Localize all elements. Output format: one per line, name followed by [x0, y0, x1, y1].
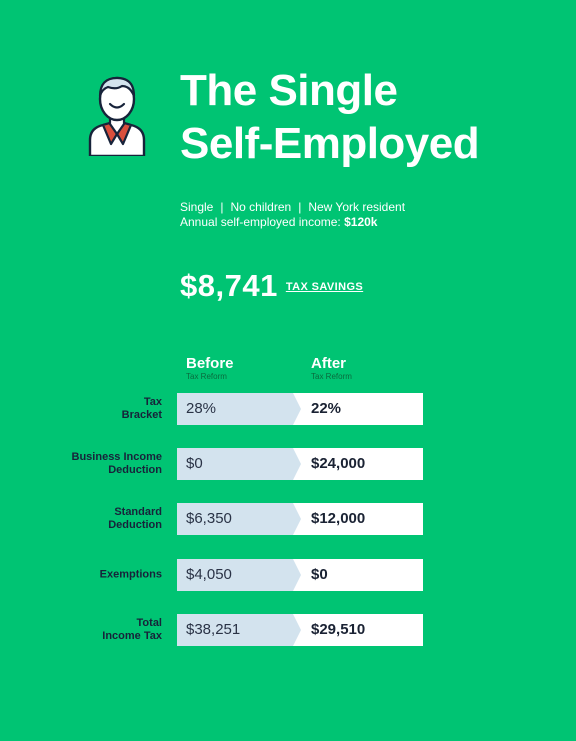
- row-label-line: Standard: [114, 506, 162, 518]
- savings-label: TAX SAVINGS: [285, 281, 364, 293]
- title-line-2: Self-Employed: [180, 119, 480, 168]
- profile-details: [180, 200, 405, 230]
- after-value: $29,510: [311, 621, 366, 638]
- tax-savings: [180, 268, 363, 304]
- row-label: [22, 396, 162, 422]
- income-label: Annual self-employed income:: [180, 215, 341, 229]
- row-label-line: Total: [136, 617, 162, 629]
- income-value: $120k: [344, 215, 378, 229]
- separator: |: [298, 200, 302, 214]
- after-value: $0: [311, 566, 328, 583]
- before-value: $6,350: [186, 510, 232, 527]
- table-row: [0, 393, 576, 425]
- after-value: 22%: [311, 400, 342, 417]
- before-value: 28%: [186, 400, 217, 417]
- row-label-line: Business Income: [71, 451, 162, 463]
- table-row: [0, 448, 576, 480]
- table-row: [0, 614, 576, 646]
- row-label-line: Deduction: [108, 464, 162, 476]
- row-label-line: Deduction: [108, 519, 162, 531]
- before-column-header: [186, 355, 234, 381]
- separator: |: [220, 200, 224, 214]
- residence: New York resident: [308, 200, 406, 214]
- page-title: [180, 64, 479, 170]
- table-row: [0, 503, 576, 535]
- income-line: [180, 215, 405, 230]
- before-value: $38,251: [186, 621, 241, 638]
- before-heading: Before: [186, 355, 234, 372]
- after-column-header: [311, 355, 352, 381]
- row-label-line: Bracket: [121, 409, 162, 421]
- row-label-line: Tax: [143, 396, 162, 408]
- row-label: [22, 617, 162, 643]
- savings-amount: $8,741: [180, 268, 278, 303]
- profile-summary: [180, 200, 405, 215]
- row-label: [22, 569, 162, 582]
- row-label-line: Income Tax: [102, 630, 162, 642]
- row-label: [22, 506, 162, 532]
- after-heading: After: [311, 355, 347, 372]
- person-avatar-icon: [86, 72, 148, 156]
- before-value: $0: [186, 455, 203, 472]
- before-subheading: Tax Reform: [186, 372, 227, 381]
- after-value: $24,000: [311, 455, 366, 472]
- after-subheading: Tax Reform: [311, 372, 352, 381]
- table-row: [0, 559, 576, 591]
- children-status: No children: [230, 200, 292, 214]
- row-label-line: Exemptions: [99, 568, 162, 581]
- marital-status: Single: [180, 200, 214, 214]
- title-line-1: The Single: [180, 66, 398, 115]
- after-value: $12,000: [311, 510, 366, 527]
- before-value: $4,050: [186, 566, 232, 583]
- row-label: [22, 451, 162, 477]
